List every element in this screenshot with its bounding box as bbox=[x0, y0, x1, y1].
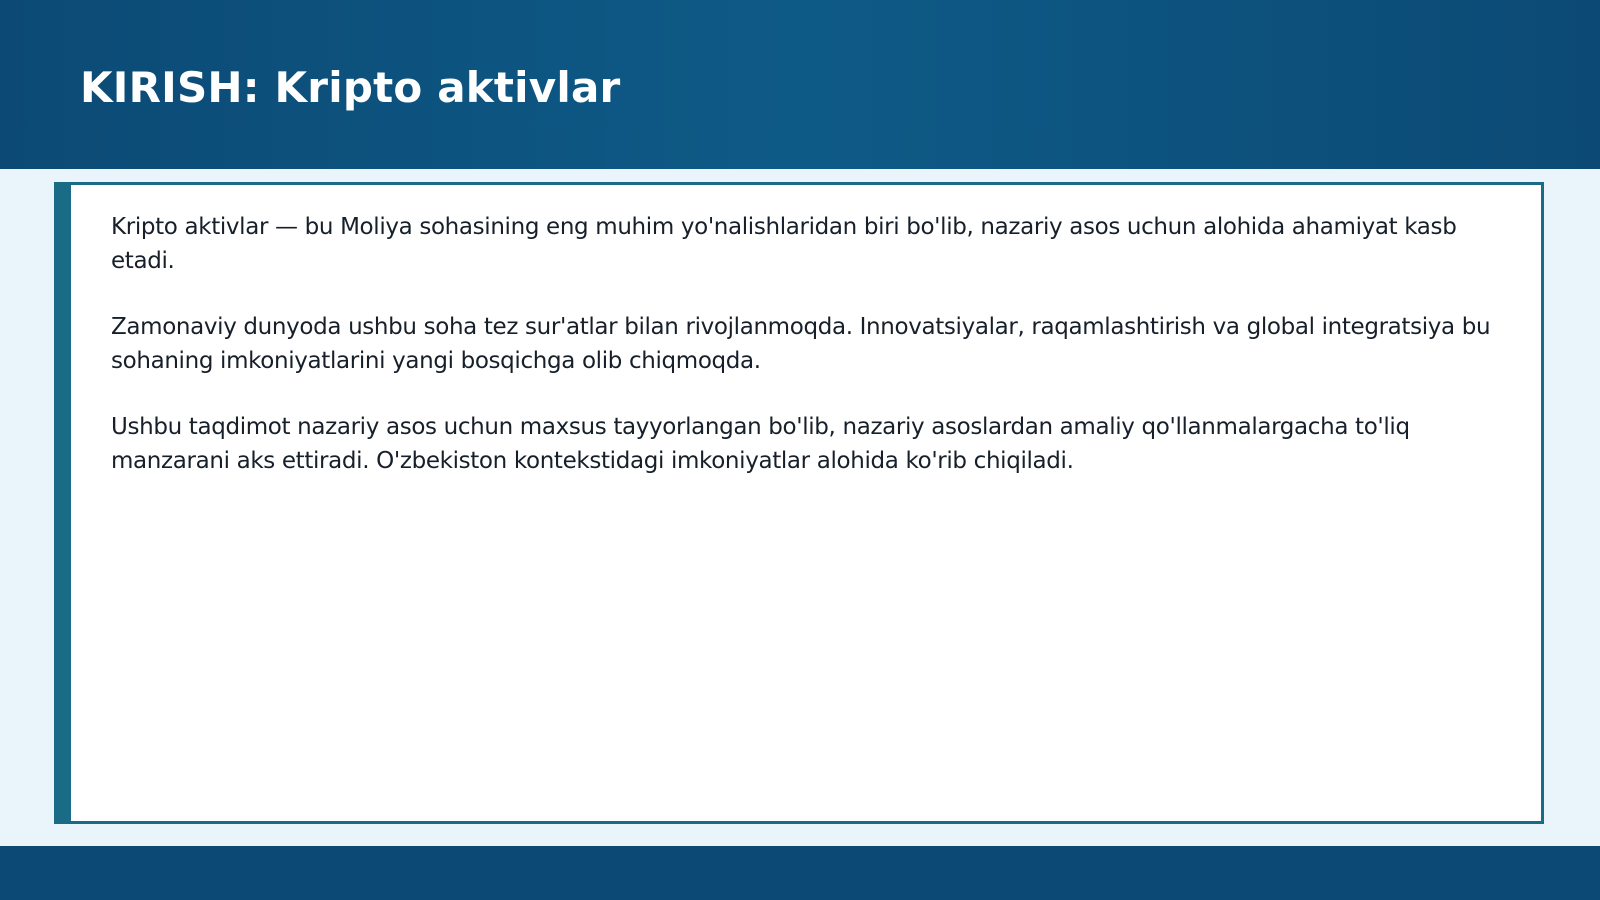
paragraph-1: Kripto aktivlar — bu Moliya sohasining eng muhim yo'nalishlaridan biri bo'lib, nazariy asos uchun alohida ahamiyat kasb etadi. bbox=[111, 214, 1457, 274]
content-text bbox=[111, 211, 1491, 511]
slide-header bbox=[0, 0, 1600, 169]
slide-title: KIRISH: Kripto aktivlar bbox=[80, 63, 621, 112]
paragraph-3: Ushbu taqdimot nazariy asos uchun maxsus tayyorlangan bo'lib, nazariy asoslardan amaliy qo'llanmalargacha to'liq manzarani aks ettiradi. O'zbekiston kontekstidagi imkoniyatlar alohida ko'rib chiqiladi. bbox=[111, 414, 1410, 474]
slide-footer bbox=[0, 846, 1600, 900]
paragraph-2: Zamonaviy dunyoda ushbu soha tez sur'atlar bilan rivojlanmoqda. Innovatsiyalar, raqamlashtirish va global integratsiya bu sohaning imkoniyatlarini yangi bosqichga olib chiqmoqda. bbox=[111, 314, 1491, 374]
